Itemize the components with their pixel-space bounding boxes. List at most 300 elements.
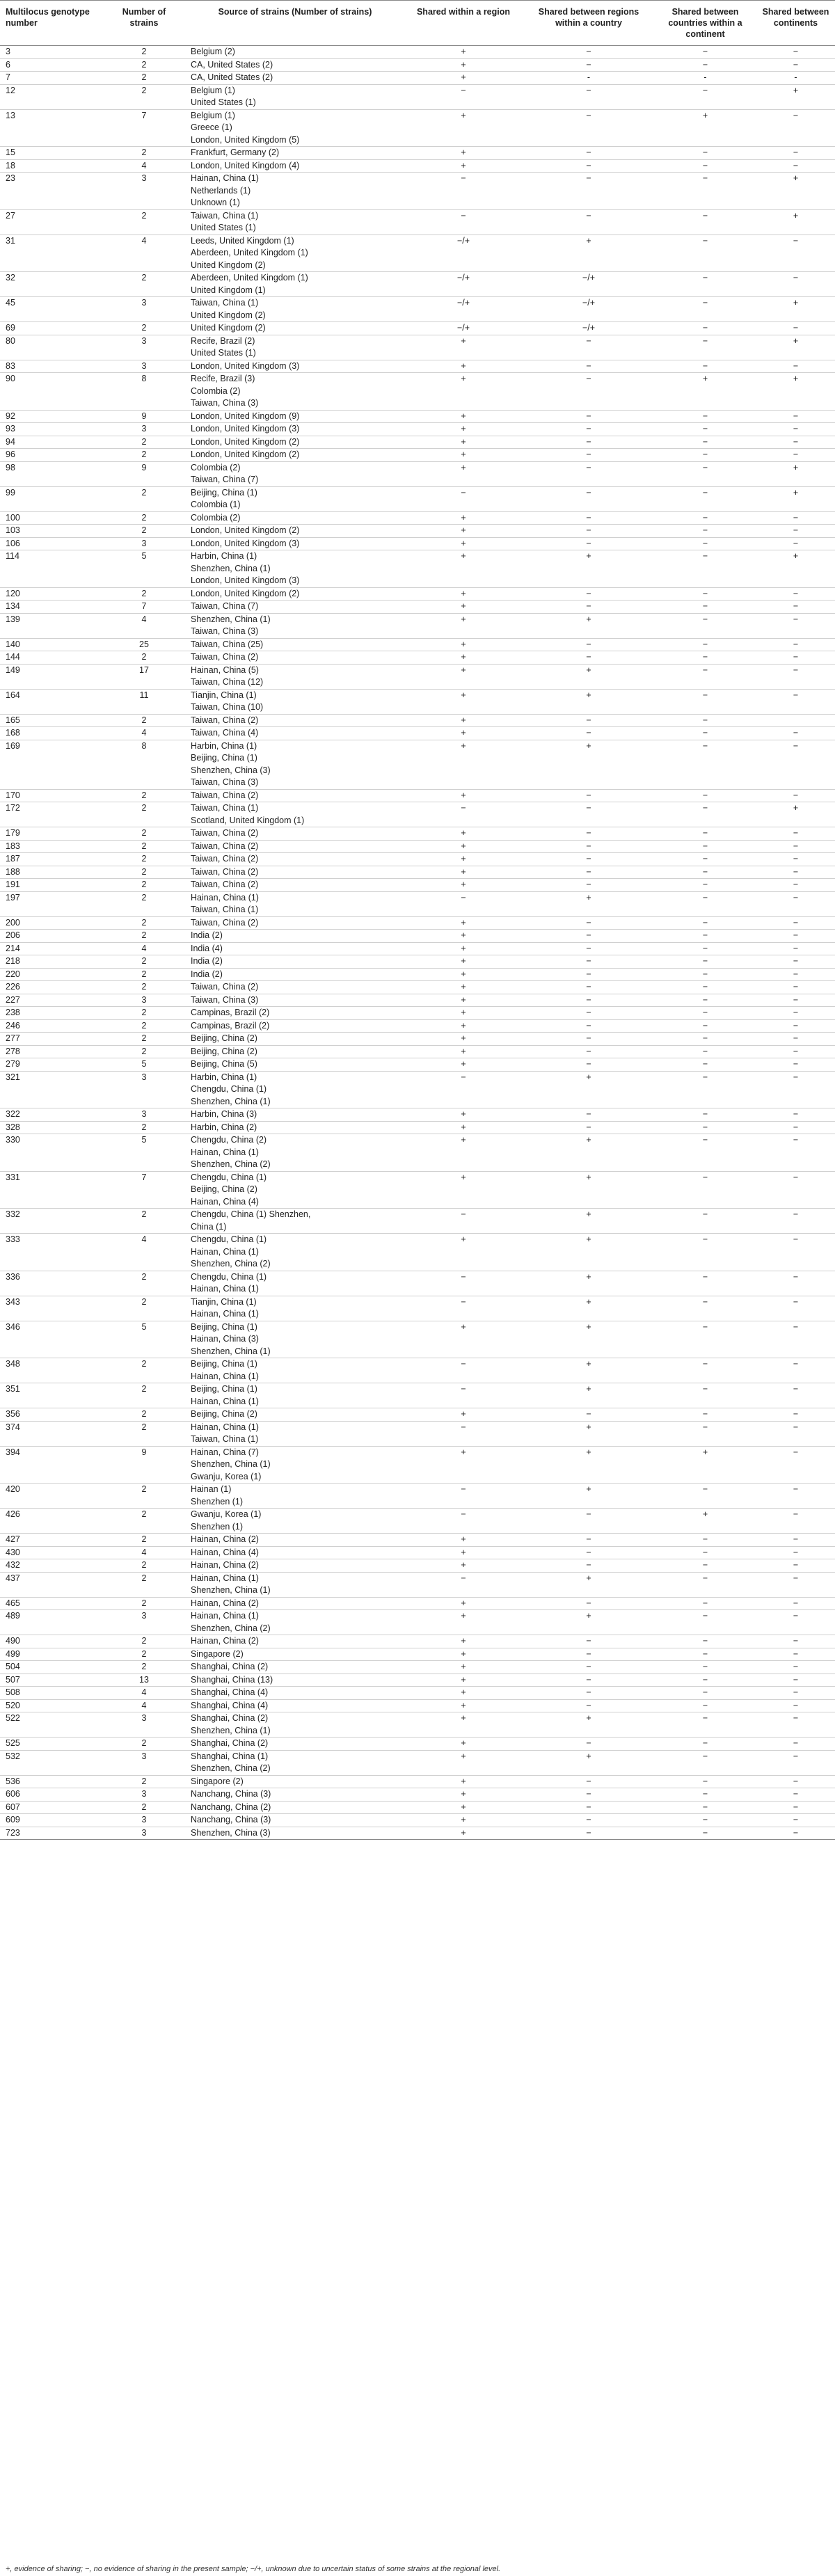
source-line: Shanghai, China (2) — [191, 1662, 269, 1671]
source-line: Hainan, China (1) — [191, 892, 259, 903]
shared-country-cell: + — [522, 1712, 654, 1738]
shared-region-cell: + — [404, 449, 522, 462]
table-row — [0, 879, 835, 892]
mlg-cell: 374 — [0, 1421, 102, 1446]
shared-continents-cell: − — [755, 525, 835, 538]
shared-continents-cell: + — [755, 297, 835, 322]
source-line: Colombia (1) — [191, 500, 241, 509]
strain-count-cell: 2 — [102, 1019, 185, 1033]
shared-country-cell: − — [522, 714, 654, 727]
shared-continent-cell: − — [654, 1546, 755, 1559]
source-line: London, United Kingdom (3) — [191, 538, 300, 548]
source-cell — [185, 601, 404, 614]
shared-continents-cell: − — [755, 1546, 835, 1559]
source-cell — [185, 449, 404, 462]
shared-region-cell: + — [404, 1648, 522, 1661]
source-line: Nanchang, China (3) — [191, 1789, 271, 1799]
mlg-cell: 94 — [0, 436, 102, 449]
source-cell — [185, 209, 404, 234]
shared-continent-cell: − — [654, 1134, 755, 1172]
mlg-cell: 7 — [0, 72, 102, 85]
shared-continent-cell: − — [654, 1814, 755, 1827]
source-cell — [185, 511, 404, 525]
shared-region-cell: + — [404, 840, 522, 853]
shared-country-cell: − — [522, 601, 654, 614]
shared-continents-cell: + — [755, 486, 835, 511]
source-cell — [185, 1610, 404, 1635]
source-line: Shenzhen (1) — [191, 1496, 244, 1506]
shared-region-cell: + — [404, 1408, 522, 1422]
source-cell — [185, 587, 404, 601]
shared-country-cell: − — [522, 638, 654, 651]
shared-continents-cell: − — [755, 1121, 835, 1134]
shared-continents-cell: − — [755, 272, 835, 297]
table-row — [0, 1572, 835, 1597]
strain-count-cell: 2 — [102, 1408, 185, 1422]
shared-country-cell: + — [522, 664, 654, 689]
shared-continent-cell: − — [654, 740, 755, 789]
shared-continents-cell: − — [755, 1572, 835, 1597]
strain-count-cell: 2 — [102, 1559, 185, 1573]
strain-count-cell: 13 — [102, 1673, 185, 1687]
shared-country-cell: − — [522, 981, 654, 994]
source-cell — [185, 891, 404, 916]
shared-continents-cell: − — [755, 1408, 835, 1422]
strain-count-cell: 2 — [102, 802, 185, 827]
source-cell — [185, 109, 404, 147]
shared-region-cell: + — [404, 159, 522, 173]
shared-continents-cell: − — [755, 1814, 835, 1827]
mlg-cell: 356 — [0, 1408, 102, 1422]
shared-continents-cell: − — [755, 1421, 835, 1446]
shared-country-cell: − — [522, 1661, 654, 1674]
shared-continent-cell: − — [654, 1408, 755, 1422]
table-row — [0, 1546, 835, 1559]
source-cell — [185, 1801, 404, 1814]
table-row — [0, 209, 835, 234]
mlg-cell: 139 — [0, 613, 102, 638]
shared-region-cell: + — [404, 109, 522, 147]
source-cell — [185, 1045, 404, 1058]
shared-continent-cell: − — [654, 1108, 755, 1122]
shared-region-cell: −/+ — [404, 297, 522, 322]
shared-region-cell: − — [404, 173, 522, 210]
source-line: Taiwan, China (2) — [191, 866, 259, 877]
shared-country-cell: − — [522, 209, 654, 234]
strain-count-cell: 9 — [102, 1446, 185, 1484]
strain-count-cell: 4 — [102, 727, 185, 740]
shared-region-cell: + — [404, 1234, 522, 1271]
mlg-cell: 532 — [0, 1750, 102, 1775]
source-cell — [185, 1446, 404, 1484]
source-line: London, United Kingdom (2) — [191, 588, 300, 598]
shared-region-cell: + — [404, 1661, 522, 1674]
source-line: Scotland, United Kingdom (1) — [191, 815, 305, 825]
shared-continent-cell: − — [654, 1321, 755, 1358]
source-cell — [185, 58, 404, 72]
table-row — [0, 866, 835, 879]
source-cell — [185, 84, 404, 109]
shared-continent-cell: − — [654, 1071, 755, 1108]
shared-continent-cell: − — [654, 1121, 755, 1134]
mlg-cell: 183 — [0, 840, 102, 853]
strain-count-cell: 2 — [102, 1775, 185, 1788]
shared-continents-cell: − — [755, 840, 835, 853]
shared-region-cell: + — [404, 1738, 522, 1751]
shared-continents-cell: − — [755, 147, 835, 160]
shared-continents-cell: − — [755, 1559, 835, 1573]
shared-country-cell: − — [522, 159, 654, 173]
source-cell — [185, 1814, 404, 1827]
shared-region-cell: + — [404, 1321, 522, 1358]
source-line: Shenzhen, China (3) — [191, 1827, 271, 1838]
source-line: Shenzhen, China (2) — [191, 1623, 271, 1633]
strain-count-cell: 2 — [102, 1534, 185, 1547]
shared-continents-cell: − — [755, 727, 835, 740]
source-cell — [185, 968, 404, 981]
source-line: Harbin, China (2) — [191, 1122, 257, 1132]
shared-continents-cell: − — [755, 1033, 835, 1046]
source-line: Hainan, China (2) — [191, 1560, 259, 1570]
shared-continents-cell: − — [755, 1045, 835, 1058]
shared-country-cell: − — [522, 486, 654, 511]
source-cell — [185, 335, 404, 360]
source-line: Shenzhen, China (2) — [191, 1259, 271, 1269]
shared-continents-cell: − — [755, 1007, 835, 1020]
table-row — [0, 1071, 835, 1108]
table-row — [0, 1171, 835, 1209]
source-cell — [185, 651, 404, 665]
shared-country-cell: + — [522, 1421, 654, 1446]
shared-continents-cell: − — [755, 1635, 835, 1648]
shared-continents-cell: − — [755, 1687, 835, 1700]
table-row — [0, 525, 835, 538]
table-row — [0, 930, 835, 943]
source-cell — [185, 664, 404, 689]
shared-country-cell: - — [522, 72, 654, 85]
shared-continent-cell: − — [654, 1673, 755, 1687]
shared-region-cell: + — [404, 1534, 522, 1547]
source-cell — [185, 942, 404, 955]
source-cell — [185, 525, 404, 538]
shared-country-cell: − — [522, 423, 654, 436]
source-cell — [185, 1712, 404, 1738]
strain-count-cell: 4 — [102, 234, 185, 272]
shared-country-cell: − — [522, 853, 654, 866]
source-line: Hainan, China (2) — [191, 1598, 259, 1608]
table-row — [0, 1827, 835, 1840]
table-row — [0, 537, 835, 550]
shared-continents-cell: − — [755, 1071, 835, 1108]
mlg-cell: 489 — [0, 1610, 102, 1635]
shared-continent-cell: − — [654, 1534, 755, 1547]
source-line: Shenzhen, China (2) — [191, 1159, 271, 1169]
source-line: London, United Kingdom (2) — [191, 450, 300, 459]
shared-country-cell: − — [522, 1058, 654, 1072]
mlg-cell: 606 — [0, 1788, 102, 1802]
source-cell — [185, 1108, 404, 1122]
shared-region-cell: + — [404, 1775, 522, 1788]
source-line: Beijing, China (2) — [191, 1409, 257, 1419]
mlg-cell: 31 — [0, 234, 102, 272]
shared-continent-cell: − — [654, 802, 755, 827]
shared-country-cell: + — [522, 1296, 654, 1321]
shared-region-cell: + — [404, 1788, 522, 1802]
source-line: Beijing, China (1) — [191, 1384, 257, 1394]
shared-continent-cell: − — [654, 1661, 755, 1674]
shared-region-cell: + — [404, 373, 522, 411]
mlg-cell: 331 — [0, 1171, 102, 1209]
mlg-cell: 99 — [0, 486, 102, 511]
source-line: Hainan, China (1) — [191, 1371, 259, 1381]
source-cell — [185, 1171, 404, 1209]
table-row — [0, 159, 835, 173]
table-row — [0, 1408, 835, 1422]
shared-region-cell: − — [404, 1209, 522, 1234]
source-cell — [185, 461, 404, 486]
shared-continents-cell: − — [755, 879, 835, 892]
table-row — [0, 1209, 835, 1234]
table-row — [0, 297, 835, 322]
strain-count-cell: 17 — [102, 664, 185, 689]
strain-count-cell: 3 — [102, 1788, 185, 1802]
table-row — [0, 1610, 835, 1635]
source-line: India (2) — [191, 956, 223, 966]
source-cell — [185, 159, 404, 173]
source-line: Frankfurt, Germany (2) — [191, 148, 280, 157]
shared-continents-cell: − — [755, 994, 835, 1007]
shared-country-cell: − — [522, 461, 654, 486]
mlg-cell: 18 — [0, 159, 102, 173]
mlg-cell: 13 — [0, 109, 102, 147]
table-row — [0, 1271, 835, 1296]
table-row — [0, 1661, 835, 1674]
shared-region-cell: + — [404, 1019, 522, 1033]
strain-count-cell: 2 — [102, 789, 185, 802]
shared-country-cell: − — [522, 410, 654, 423]
source-line: Campinas, Brazil (2) — [191, 1008, 270, 1017]
shared-continent-cell: − — [654, 866, 755, 879]
source-line: Beijing, China (1) — [191, 1359, 257, 1369]
source-cell — [185, 714, 404, 727]
mlg-cell: 333 — [0, 1234, 102, 1271]
shared-continent-cell: − — [654, 638, 755, 651]
mlg-cell: 96 — [0, 449, 102, 462]
shared-country-cell: + — [522, 613, 654, 638]
table-row — [0, 423, 835, 436]
strain-count-cell: 2 — [102, 84, 185, 109]
strain-count-cell: 2 — [102, 879, 185, 892]
mlg-cell: 321 — [0, 1071, 102, 1108]
shared-country-cell: − — [522, 436, 654, 449]
mlg-cell: 394 — [0, 1446, 102, 1484]
strain-count-cell: 2 — [102, 272, 185, 297]
mlg-cell: 187 — [0, 853, 102, 866]
mlg-cell: 191 — [0, 879, 102, 892]
shared-continents-cell: − — [755, 423, 835, 436]
shared-continents-cell: − — [755, 891, 835, 916]
source-cell — [185, 802, 404, 827]
source-cell — [185, 613, 404, 638]
table-row — [0, 638, 835, 651]
shared-region-cell: + — [404, 1559, 522, 1573]
strain-count-cell: 2 — [102, 147, 185, 160]
strain-count-cell: 4 — [102, 1699, 185, 1712]
shared-region-cell: + — [404, 1687, 522, 1700]
table-row — [0, 1058, 835, 1072]
source-cell — [185, 1321, 404, 1358]
shared-region-cell: + — [404, 601, 522, 614]
shared-continents-cell: + — [755, 173, 835, 210]
mlg-cell: 420 — [0, 1484, 102, 1509]
shared-country-cell: − — [522, 994, 654, 1007]
source-line: Harbin, China (1) — [191, 740, 257, 751]
shared-continents-cell: − — [755, 930, 835, 943]
strain-count-cell: 5 — [102, 1134, 185, 1172]
shared-country-cell: + — [522, 891, 654, 916]
shared-region-cell: + — [404, 1058, 522, 1072]
source-line: Netherlands (1) — [191, 185, 251, 196]
strain-count-cell: 3 — [102, 1750, 185, 1775]
shared-country-cell: + — [522, 1234, 654, 1271]
source-cell — [185, 955, 404, 969]
shared-country-cell: − — [522, 789, 654, 802]
strain-count-cell: 3 — [102, 994, 185, 1007]
table-row — [0, 1045, 835, 1058]
strain-count-cell: 2 — [102, 714, 185, 727]
shared-country-cell: − — [522, 109, 654, 147]
shared-continents-cell: − — [755, 1108, 835, 1122]
source-line: United States (1) — [191, 348, 256, 358]
shared-continent-cell: + — [654, 109, 755, 147]
shared-country-cell: − — [522, 1033, 654, 1046]
shared-region-cell: + — [404, 1635, 522, 1648]
mlg-cell: 120 — [0, 587, 102, 601]
shared-country-cell: − — [522, 1687, 654, 1700]
shared-continents-cell: − — [755, 651, 835, 665]
mlg-cell: 432 — [0, 1559, 102, 1573]
source-line: Taiwan, China (3) — [191, 626, 259, 636]
shared-country-cell: −/+ — [522, 272, 654, 297]
mlg-cell: 520 — [0, 1699, 102, 1712]
table-row — [0, 1446, 835, 1484]
strain-count-cell: 3 — [102, 1108, 185, 1122]
shared-country-cell: − — [522, 1408, 654, 1422]
mlg-cell: 103 — [0, 525, 102, 538]
source-line: Singapore (2) — [191, 1776, 244, 1786]
table-row — [0, 942, 835, 955]
source-line: Beijing, China (2) — [191, 1033, 257, 1043]
source-line: Hainan, China (4) — [191, 1196, 259, 1207]
source-line: Hainan, China (7) — [191, 1447, 259, 1457]
header-row — [0, 1, 835, 46]
shared-continents-cell: + — [755, 802, 835, 827]
source-cell — [185, 550, 404, 588]
shared-continent-cell: − — [654, 1827, 755, 1840]
shared-country-cell: − — [522, 1045, 654, 1058]
table-row — [0, 234, 835, 272]
table-row — [0, 1484, 835, 1509]
shared-continents-cell: − — [755, 968, 835, 981]
strain-count-cell: 2 — [102, 968, 185, 981]
source-cell — [185, 1750, 404, 1775]
source-line: Belgium (2) — [191, 47, 235, 56]
source-line: London, United Kingdom (3) — [191, 575, 300, 585]
source-line: Shenzhen, China (1) — [191, 1346, 271, 1356]
strain-count-cell: 2 — [102, 853, 185, 866]
strain-count-cell: 3 — [102, 537, 185, 550]
header-shared-continent: Shared between countries within a continent — [654, 1, 755, 46]
table-row — [0, 651, 835, 665]
table-row — [0, 109, 835, 147]
mlg-cell: 525 — [0, 1738, 102, 1751]
table-row — [0, 1108, 835, 1122]
source-line: Beijing, China (1) — [191, 753, 257, 763]
source-line: Beijing, China (2) — [191, 1184, 257, 1194]
source-line: Shenzhen, China (1) — [191, 1096, 271, 1106]
source-cell — [185, 1019, 404, 1033]
shared-continents-cell: − — [755, 537, 835, 550]
shared-continent-cell: - — [654, 72, 755, 85]
source-line: Singapore (2) — [191, 1648, 244, 1659]
shared-country-cell: + — [522, 1271, 654, 1296]
shared-continents-cell: − — [755, 1648, 835, 1661]
source-cell — [185, 1134, 404, 1172]
table-row — [0, 486, 835, 511]
source-line: United States (1) — [191, 223, 256, 232]
source-line: Beijing, China (5) — [191, 1059, 257, 1069]
source-cell — [185, 1597, 404, 1610]
table-row — [0, 1134, 835, 1172]
shared-country-cell: + — [522, 1321, 654, 1358]
shared-country-cell: − — [522, 1673, 654, 1687]
shared-continent-cell: − — [654, 930, 755, 943]
source-cell — [185, 1058, 404, 1072]
mlg-cell: 140 — [0, 638, 102, 651]
source-cell — [185, 322, 404, 335]
table-row — [0, 1509, 835, 1534]
shared-country-cell: + — [522, 689, 654, 714]
strain-count-cell: 8 — [102, 740, 185, 789]
source-line: Shanghai, China (2) — [191, 1713, 269, 1723]
shared-continent-cell: − — [654, 410, 755, 423]
table-row — [0, 46, 835, 59]
strain-count-cell: 5 — [102, 1058, 185, 1072]
shared-region-cell: − — [404, 84, 522, 109]
shared-country-cell: − — [522, 1121, 654, 1134]
table-row — [0, 714, 835, 727]
shared-continents-cell: − — [755, 638, 835, 651]
shared-region-cell: + — [404, 335, 522, 360]
shared-region-cell: − — [404, 1484, 522, 1509]
source-cell — [185, 916, 404, 930]
source-line: Beijing, China (2) — [191, 1046, 257, 1056]
shared-continent-cell: − — [654, 1358, 755, 1383]
source-cell — [185, 1788, 404, 1802]
table-row — [0, 461, 835, 486]
shared-continent-cell: − — [654, 942, 755, 955]
mlg-cell: 346 — [0, 1321, 102, 1358]
table-row — [0, 72, 835, 85]
shared-region-cell: + — [404, 46, 522, 59]
table-row — [0, 1814, 835, 1827]
table-row — [0, 436, 835, 449]
source-line: Hainan, China (2) — [191, 1636, 259, 1646]
source-line: Hainan, China (1) — [191, 173, 259, 183]
table-row — [0, 727, 835, 740]
strain-count-cell: 2 — [102, 1383, 185, 1408]
mlg-cell: 427 — [0, 1534, 102, 1547]
